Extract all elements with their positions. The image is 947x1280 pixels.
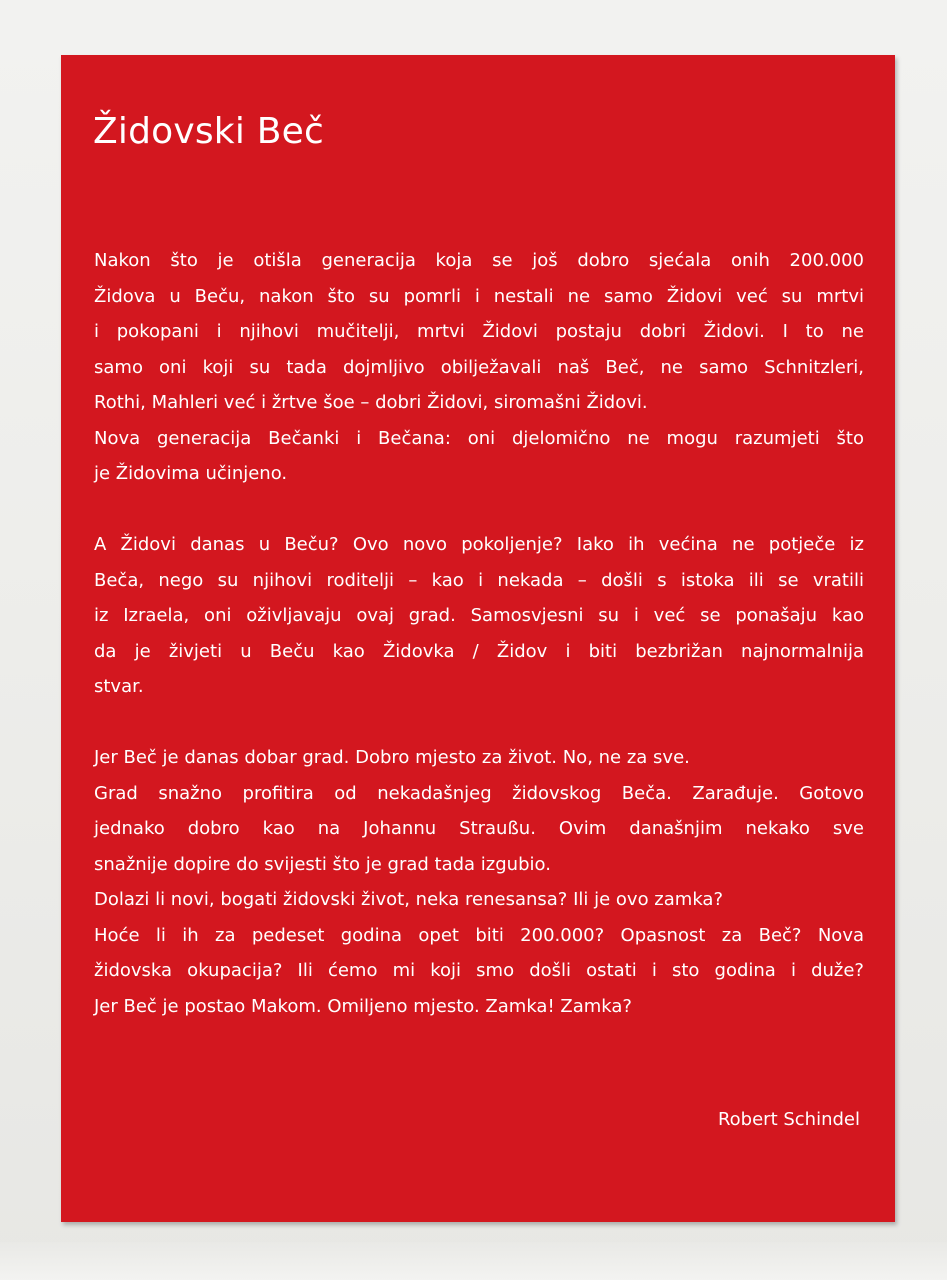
paragraph-2 — [94, 527, 864, 705]
text-line: Židova u Beču, nakon što su pomrli i nestali ne samo Židovi već su mrtvi — [94, 285, 864, 307]
text-line: Jer Beč je postao Makom. Omiljeno mjesto. Zamka! Zamka? — [94, 995, 632, 1017]
text-line: Rothi, Mahleri već i žrtve šoe – dobri Židovi, siromašni Židovi. — [94, 392, 648, 413]
text-line: da je živjeti u Beču kao Židovka / Židov i biti bezbrižan najnormalnija — [94, 640, 864, 662]
text-line: A Židovi danas u Beču? Ovo novo pokoljenje? Iako ih većina ne potječe iz — [94, 534, 864, 555]
text-line: Hoće li ih za pedeset godina opet biti 200.000? Opasnost za Beč? Nova — [94, 924, 864, 946]
panel-body — [94, 243, 864, 1060]
paragraph-3 — [94, 740, 864, 1024]
text-line: Nova generacija Bečanki i Bečana: oni djelomično ne mogu razumjeti što — [94, 427, 864, 449]
author-signature: Robert Schindel — [717, 1109, 860, 1130]
panel-title: Židovski Beč — [93, 111, 324, 152]
text-line: Beča, nego su njihovi roditelji – kao i nekada – došli s istoka ili se vratili — [94, 569, 864, 591]
text-line: iz Izraela, oni oživljavaju ovaj grad. Samosvjesni su i već se ponašaju kao — [94, 605, 864, 626]
text-line: Grad snažno profitira od nekadašnjeg židovskog Beča. Zarađuje. Gotovo — [94, 782, 864, 804]
text-line: je Židovima učinjeno. — [94, 463, 288, 484]
text-line: samo oni koji su tada dojmljivo obilježavali naš Beč, ne samo Schnitzleri, — [94, 356, 864, 378]
text-line: i pokopani i njihovi mučitelji, mrtvi Židovi postaju dobri Židovi. I to ne — [94, 321, 864, 342]
text-line: Dolazi li novi, bogati židovski život, neka renesansa? Ili je ovo zamka? — [94, 889, 724, 910]
text-line: Jer Beč je danas dobar grad. Dobro mjesto za život. No, ne za sve. — [94, 747, 690, 768]
exhibition-panel — [61, 55, 895, 1222]
text-line: Nakon što je otišla generacija koja se još dobro sjećala onih 200.000 — [94, 250, 864, 271]
text-line: židovska okupacija? Ili ćemo mi koji smo došli ostati i sto godina i duže? — [94, 960, 864, 981]
paragraph-1 — [94, 243, 864, 492]
wall-lower-edge — [0, 1242, 947, 1280]
text-line: stvar. — [94, 676, 144, 697]
text-line: snažnije dopire do svijesti što je grad tada izgubio. — [94, 853, 551, 875]
text-line: jednako dobro kao na Johannu Straußu. Ovim današnjim nekako sve — [94, 818, 864, 839]
